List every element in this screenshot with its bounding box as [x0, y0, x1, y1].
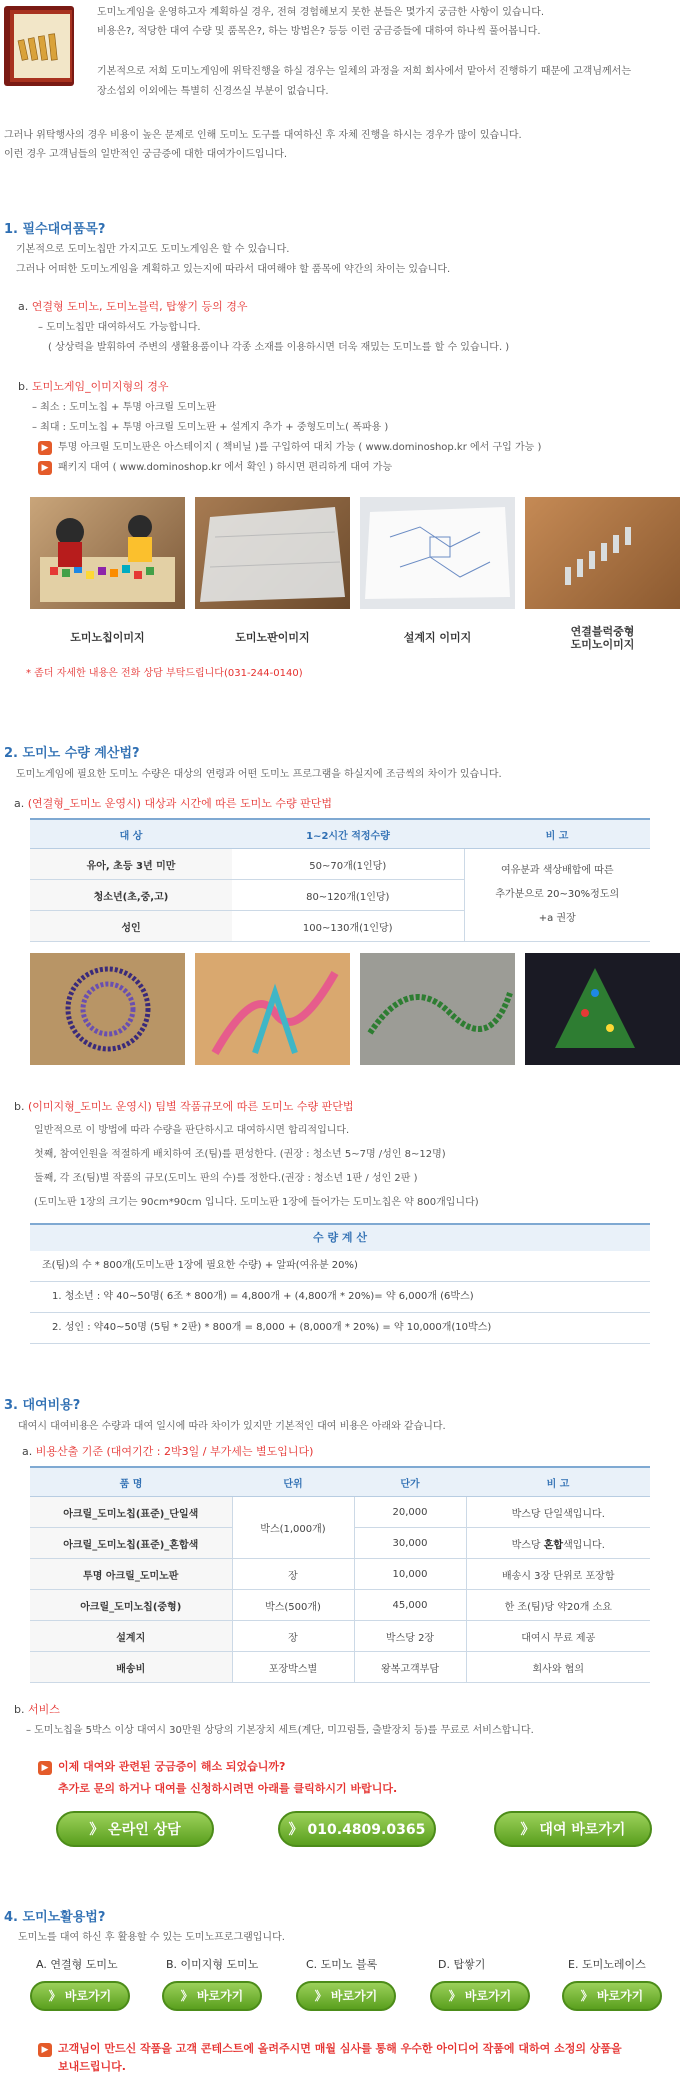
- s1-a-title: 연결형 도미노, 도미노블럭, 탑쌓기 등의 경우: [31, 300, 248, 313]
- pt-unit: 장: [232, 1621, 354, 1652]
- s3-b-line: – 도미노칩을 5박스 이상 대여시 30만원 상당의 기본장치 세트(계단, 미끄럼틀, 출발장치 등)를 무료로 서비스합니다.: [26, 1725, 534, 1736]
- intro-line-3: 기본적으로 저희 도미노게임에 위탁진행을 하실 경우는 일체의 과정을 저희 회사에서 맡아서 진행하기 때문에 고객님께서는: [97, 66, 631, 77]
- pt-note: 회사와 협의: [466, 1652, 650, 1683]
- qt-head-target: 대 상: [30, 819, 232, 849]
- s4-desc: 도미노를 대여 하신 후 활용할 수 있는 도미노프로그램입니다.: [18, 1932, 285, 1943]
- s1-b-heading: [18, 378, 169, 394]
- pt-head-unit: 단위: [232, 1467, 354, 1497]
- pt-price: 10,000: [354, 1559, 466, 1590]
- calc-line-3: 2. 성인 : 약40~50명 (5팀 * 2판) * 800개 = 8,000 + (8,000개 * 20%) = 약 10,000개(10박스): [30, 1313, 650, 1344]
- qt-head-note: 비 고: [464, 819, 650, 849]
- pt-note: 박스당 단일색입니다.: [466, 1497, 650, 1528]
- s1-a-prefix: a.: [18, 300, 29, 313]
- pt-name: 아크릴_도미노칩(중형): [30, 1590, 232, 1621]
- program-c-button[interactable]: 》 바로가기: [296, 1981, 396, 2011]
- qt-head-qty: 1~2시간 적정수량: [232, 819, 464, 849]
- qt-qty: 80~120개(1인당): [232, 880, 464, 911]
- calc-box: [30, 1223, 650, 1344]
- s2-b-line-2: 첫째, 참여인원을 적절하게 배치하여 조(팀)를 편성한다. (권장 : 청소년 5~7명 /성인 8~12명): [34, 1149, 446, 1160]
- pt-price: 45,000: [354, 1590, 466, 1621]
- pt-note-a: 박스당: [511, 1539, 544, 1551]
- program-b-button[interactable]: 》 바로가기: [162, 1981, 262, 2011]
- program-label-b: B. 이미지형 도미노: [166, 1958, 259, 1971]
- s2-b-line-4: (도미노판 1장의 크기는 90cm*90cm 입니다. 도미노판 1장에 들어가는 도미노칩은 약 800개입니다): [34, 1197, 479, 1208]
- table-row: [30, 1652, 650, 1683]
- caption-design-paper: 설계지 이미지: [403, 631, 472, 644]
- pt-unit: 박스(500개): [232, 1590, 354, 1621]
- caption-block-domino: 연결블럭중형 도미노이미지: [570, 625, 635, 651]
- s1-b-note-2: [38, 458, 392, 475]
- s1-desc-2: 그러나 어떠한 도미노게임을 계획하고 있는지에 따라서 대여해야 할 품목에 약간의 차이는 있습니다.: [16, 264, 451, 275]
- s3-question-2: 추가로 문의 하거나 대여를 신청하시려면 아래를 클릭하시기 바랍니다.: [58, 1782, 398, 1795]
- pt-price: 박스당 2장: [354, 1621, 466, 1652]
- table-row: [30, 1590, 650, 1621]
- s1-b-line-2: – 최대 : 도미노칩 + 투명 아크릴 도미노판 + 설계지 추가 + 중형도미노( 폭파용 ): [32, 422, 389, 433]
- s1-a-line-2: ( 상상력을 발휘하여 주변의 생활용품이나 각종 소재를 이용하시면 더욱 재밌는 도미노를 할 수 있습니다. ): [48, 342, 510, 353]
- domino-board-photo: [195, 497, 350, 609]
- quantity-table: [30, 818, 650, 942]
- domino-chip-photo: [30, 497, 185, 609]
- design-paper-photo: [360, 497, 515, 609]
- intro-para2-line-1: 그러나 위탁행사의 경우 비용이 높은 문제로 인해 도미노 도구를 대여하신 후 자체 진행을 하시는 경우가 많이 있습니다.: [4, 130, 522, 141]
- pt-name: 설계지: [30, 1621, 232, 1652]
- calc-line-2: 1. 청소년 : 약 40~50명( 6조 * 800개) = 4,800개 + (4,800개 * 20%)= 약 6,000개 (6박스): [30, 1282, 650, 1313]
- calc-title: 수 량 계 산: [30, 1223, 650, 1251]
- s1-b-prefix: b.: [18, 380, 29, 393]
- block-domino-photo: [525, 497, 680, 609]
- pt-name: 아크릴_도미노칩(표준)_단일색: [30, 1497, 232, 1528]
- s1-desc-1: 기본적으로 도미노칩만 가지고도 도미노게임은 할 수 있습니다.: [16, 244, 290, 255]
- phone-note: * 좀더 자세한 내용은 전화 상담 부탁드립니다(031-244-0140): [26, 668, 303, 679]
- intro-line-2: 비용은?, 적당한 대여 수량 및 품목은?, 하는 방법은? 등등 이런 궁금증들에 대하여 하나씩 풀어봅니다.: [97, 26, 541, 37]
- s2-a-title: (연결형_도미노 운영시) 대상과 시간에 따른 도미노 수량 판단법: [27, 797, 332, 810]
- s1-a-line-1: – 도미노칩만 대여하셔도 가능합니다.: [38, 322, 201, 333]
- pt-note: 대여시 무료 제공: [466, 1621, 650, 1652]
- rental-shortcut-button[interactable]: 》 대여 바로가기: [494, 1811, 652, 1847]
- s3-desc: 대여시 대여비용은 수량과 대여 일시에 따라 차이가 있지만 기본적인 대여 비용은 아래와 같습니다.: [18, 1421, 446, 1432]
- table-row: [30, 1559, 650, 1590]
- s3-a-prefix: a.: [22, 1445, 33, 1458]
- qt-qty: 100~130개(1인당): [232, 911, 464, 942]
- qt-qty: 50~70개(1인당): [232, 849, 464, 880]
- program-label-d: D. 탑쌓기: [438, 1958, 486, 1971]
- calc-line-1: 조(팀)의 수 * 800개(도미노판 1장에 필요한 수량) + 알파(여유분 20%): [30, 1251, 650, 1282]
- s1-b-line-1: – 최소 : 도미노칩 + 투명 아크릴 도미노판: [32, 402, 216, 413]
- s2-a-heading: [14, 795, 332, 811]
- domino-image-photo: [525, 953, 680, 1065]
- s1-b-note-1-text: 투명 아크릴 도미노판은 아스테이지 ( 책비닐 )를 구입하여 대치 가능 ( www.dominoshop.kr 에서 구입 가능 ): [58, 442, 542, 453]
- intro-line-4: 장소섭외 이외에는 특별히 신경쓰실 부분이 없습니다.: [97, 86, 329, 97]
- pt-name: 배송비: [30, 1652, 232, 1683]
- qt-note-3: +a 권장: [538, 913, 576, 924]
- s2-a-prefix: a.: [14, 797, 25, 810]
- domino-tower-photo: [195, 953, 350, 1065]
- intro-para2-line-2: 이런 경우 고객님들의 일반적인 궁금증에 대한 대여가이드입니다.: [4, 149, 288, 160]
- online-consult-button[interactable]: 》 온라인 상담: [56, 1811, 214, 1847]
- s2-b-title: (이미지형_도미노 운영시) 팀별 작품규모에 따른 도미노 수량 판단법: [27, 1100, 354, 1113]
- pt-name: 투명 아크릴_도미노판: [30, 1559, 232, 1590]
- pt-head-name: 품 명: [30, 1467, 232, 1497]
- program-d-button[interactable]: 》 바로가기: [430, 1981, 530, 2011]
- qt-target: 유아, 초등 3년 미만: [30, 849, 232, 880]
- qt-note-1: 여유분과 색상배합에 따른: [500, 865, 614, 876]
- arrow-right-icon: ▶: [38, 441, 52, 455]
- s3-b-prefix: b.: [14, 1703, 25, 1716]
- domino-curve-photo: [360, 953, 515, 1065]
- s3-a-title: 비용산출 기준 (대여기간 : 2박3일 / 부가세는 별도입니다): [35, 1445, 314, 1458]
- pt-price: 30,000: [354, 1528, 466, 1559]
- pt-price: 왕복고객부담: [354, 1652, 466, 1683]
- table-row: [30, 1621, 650, 1652]
- program-label-e: E. 도미노레이스: [568, 1958, 646, 1971]
- pt-note-c: 색입니다.: [563, 1539, 605, 1551]
- caption-domino-board: 도미노판이미지: [235, 631, 310, 644]
- program-e-button[interactable]: 》 바로가기: [562, 1981, 662, 2011]
- s2-b-prefix: b.: [14, 1100, 25, 1113]
- pt-unit: 장: [232, 1559, 354, 1590]
- s2-desc: 도미노게임에 필요한 도미노 수량은 대상의 연령과 어떤 도미노 프로그램을 하실지에 조금씩의 차이가 있습니다.: [16, 769, 502, 780]
- s3-b-title: 서비스: [27, 1703, 60, 1716]
- table-row: [30, 849, 650, 880]
- pt-price: 20,000: [354, 1497, 466, 1528]
- s2-b-line-3: 둘째, 각 조(팀)별 작품의 규모(도미노 판의 수)를 정한다.(권장 : 청소년 1판 / 성인 2판 ): [34, 1173, 418, 1184]
- qt-target: 청소년(초,중,고): [30, 880, 232, 911]
- arrow-right-icon: ▶: [38, 461, 52, 475]
- caption-domino-chip: 도미노칩이미지: [70, 631, 145, 644]
- qt-target: 성인: [30, 911, 232, 942]
- price-table: [30, 1466, 650, 1683]
- s3-a-heading: [22, 1443, 313, 1459]
- qt-note-2: 추가분으로 20~30%정도의: [495, 889, 620, 900]
- pt-head-note: 비 고: [466, 1467, 650, 1497]
- s3-question-1-text: 이제 대여와 관련된 궁금증이 해소 되었습니까?: [58, 1760, 286, 1773]
- arrow-right-icon: ▶: [38, 2043, 52, 2057]
- pt-note: 한 조(팀)당 약20개 소요: [466, 1590, 650, 1621]
- header-book-illustration: [0, 0, 88, 92]
- pt-note-b: 혼합: [543, 1539, 564, 1551]
- pt-note: 배송시 3장 단위로 포장함: [466, 1559, 650, 1590]
- pt-note: [466, 1528, 650, 1559]
- arrow-right-icon: ▶: [38, 1761, 52, 1775]
- qt-note: [464, 849, 650, 942]
- section-1-title: 1. 필수대여품목?: [4, 222, 106, 237]
- s1-b-note-2-text: 패키지 대여 ( www.dominoshop.kr 에서 확인 ) 하시면 편리하게 대여 가능: [58, 462, 393, 473]
- s2-b-line-1: 일반적으로 이 방법에 따라 수량을 판단하시고 대여하시면 합리적입니다.: [34, 1125, 350, 1136]
- pt-head-price: 단가: [354, 1467, 466, 1497]
- footer-note-1-text: 고객님이 만드신 작품을 고객 콘테스트에 올려주시면 매월 심사를 통해 우수한 아이디어 작품에 대하여 소정의 상품을: [58, 2042, 622, 2055]
- footer-note-2: 보내드립니다.: [58, 2060, 126, 2073]
- table-row: [30, 1497, 650, 1528]
- pt-name: 아크릴_도미노칩(표준)_혼합색: [30, 1528, 232, 1559]
- s2-b-heading: [14, 1098, 353, 1114]
- section-3-title: 3. 대여비용?: [4, 1398, 81, 1413]
- section-4-title: 4. 도미노활용법?: [4, 1910, 106, 1925]
- pt-unit: 포장박스별: [232, 1652, 354, 1683]
- s1-a-heading: [18, 298, 248, 314]
- intro-line-1: 도미노게임을 운영하고자 계획하실 경우, 전혀 경험해보지 못한 분들은 몇가지 궁금한 사항이 있습니다.: [97, 7, 545, 18]
- s1-b-title: 도미노게임_이미지형의 경우: [31, 380, 169, 393]
- pt-unit: 박스(1,000개): [232, 1497, 354, 1559]
- s1-b-note-1: [38, 438, 541, 455]
- program-a-button[interactable]: 》 바로가기: [30, 1981, 130, 2011]
- s3-question-1: [38, 1758, 285, 1775]
- domino-spiral-photo: [30, 953, 185, 1065]
- s3-b-heading: [14, 1701, 60, 1717]
- footer-note-1: [38, 2040, 622, 2057]
- program-label-a: A. 연결형 도미노: [36, 1958, 118, 1971]
- section-2-title: 2. 도미노 수량 계산법?: [4, 746, 140, 761]
- phone-call-button[interactable]: 》 010.4809.0365: [278, 1811, 436, 1847]
- program-label-c: C. 도미노 블록: [306, 1958, 378, 1971]
